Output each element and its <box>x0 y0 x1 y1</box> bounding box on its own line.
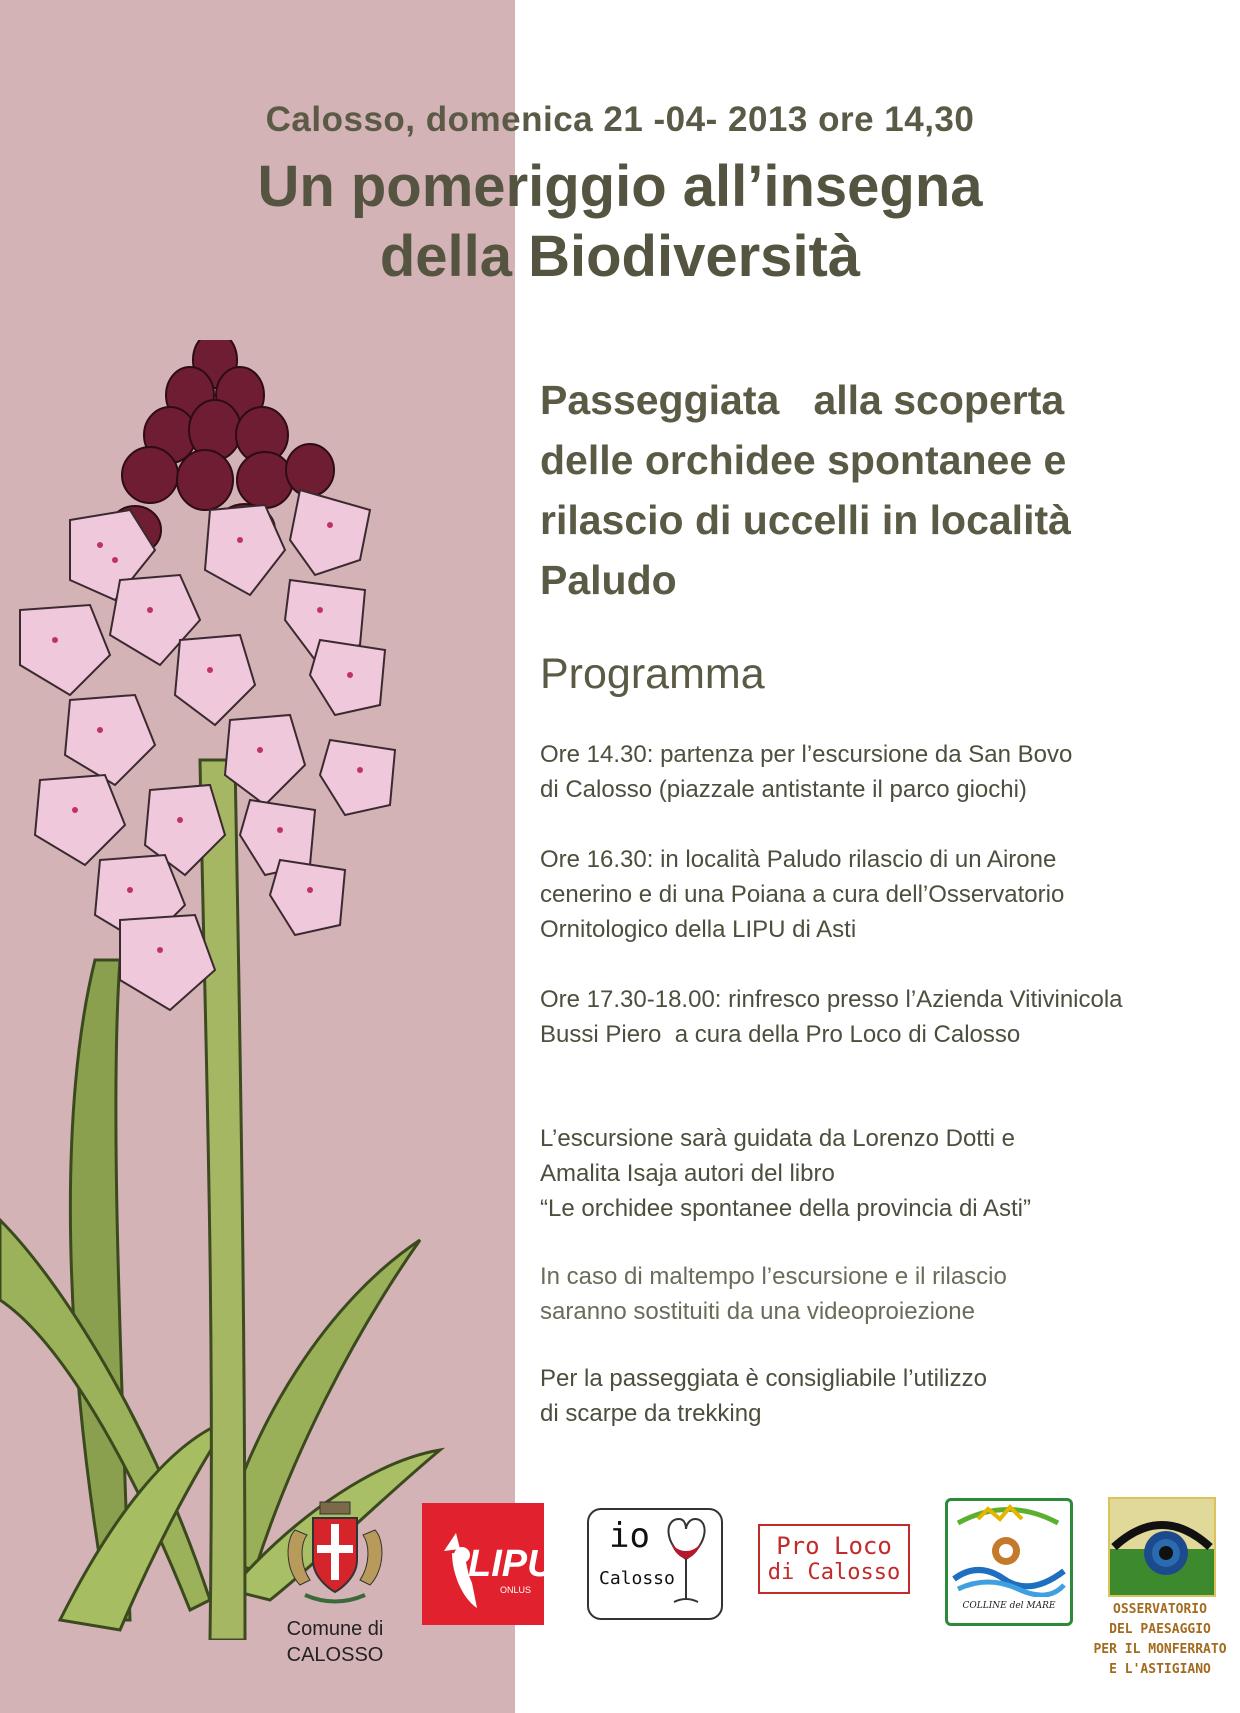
comune-crest-logo <box>285 1500 385 1610</box>
program-text: Ornitologico della LIPU di Asti <box>540 916 857 943</box>
program-item <box>540 982 1230 1052</box>
program-text: Ore 17.30-18.00: rinfresco presso l’Azienda Vitivinicola <box>540 986 1123 1013</box>
program-text: cenerino e di una Poiana a cura dell’Osservatorio <box>540 881 1065 908</box>
page-title <box>0 152 1240 292</box>
comune-label <box>270 1616 400 1668</box>
subtitle-line: delle orchidee spontanee e <box>540 437 1067 483</box>
title-line-1: Un pomeriggio all’insegna <box>257 154 983 219</box>
osserv-line: DEL PAESAGGIO <box>1109 1622 1211 1637</box>
program-text: Ore 14.30: partenza per l’escursione da San Bovo <box>540 741 1073 768</box>
osservatorio-label <box>1090 1600 1230 1680</box>
eye-icon <box>1110 1499 1214 1595</box>
note-text: Amalita Isaja autori del libro <box>540 1160 835 1187</box>
lipu-logo <box>422 1503 555 1625</box>
comune-line: CALOSSO <box>286 1644 384 1666</box>
heart-glass-icon <box>659 1514 714 1609</box>
lipu-sub-text: ONLUS <box>500 1585 532 1595</box>
guide-note <box>540 1121 1230 1226</box>
proloco-text: di Calosso <box>767 1560 901 1585</box>
program-text: Bussi Piero a cura della Pro Loco di Calosso <box>540 1021 1021 1048</box>
osserv-line: E L'ASTIGIANO <box>1109 1662 1211 1677</box>
colline-del-mare-logo <box>945 1498 1073 1626</box>
note-text: “Le orchidee spontanee della provincia di Asti” <box>540 1195 1031 1222</box>
note-text: Per la passeggiata è consigliabile l’utilizzo <box>540 1365 987 1392</box>
proloco-text: Pro Loco <box>776 1532 892 1560</box>
program-text: Ore 16.30: in località Paludo rilascio di un Airone <box>540 846 1057 873</box>
io-sub-text: Calosso <box>599 1568 675 1589</box>
comune-line: Comune di <box>286 1618 384 1640</box>
shoes-note <box>540 1361 1230 1431</box>
note-text: di scarpe da trekking <box>540 1400 762 1427</box>
program-item <box>540 842 1230 947</box>
colline-mare-icon <box>948 1501 1070 1597</box>
programma-heading: Programma <box>540 650 765 698</box>
osserv-line: PER IL MONFERRATO <box>1093 1642 1227 1657</box>
osservatorio-logo <box>1108 1497 1216 1597</box>
io-text: io <box>609 1516 650 1556</box>
lipu-text: LIPU <box>468 1543 555 1585</box>
note-text: L’escursione sarà guidata da Lorenzo Dotti e <box>540 1125 1015 1152</box>
io-calosso-logo <box>587 1508 723 1620</box>
program-item <box>540 737 1230 807</box>
subtitle-line: Passeggiata alla scoperta <box>540 377 1065 423</box>
osserv-line: OSSERVATORIO <box>1113 1602 1207 1617</box>
colline-text: COLLINE del MARE <box>962 1601 1056 1611</box>
orchid-illustration <box>0 340 515 1640</box>
subtitle-block <box>540 370 1230 610</box>
title-line-2: della Biodiversità <box>379 224 861 289</box>
note-text: saranno sostituiti da una videoproiezione <box>540 1298 975 1325</box>
weather-note <box>540 1259 1230 1329</box>
event-date: Calosso, domenica 21 -04- 2013 ore 14,30 <box>265 100 975 139</box>
program-text: di Calosso (piazzale antistante il parco giochi) <box>540 776 1027 803</box>
pro-loco-logo <box>758 1524 910 1594</box>
note-text: In caso di maltempo l’escursione e il rilascio <box>540 1263 1007 1290</box>
subtitle-line: rilascio di uccelli in località <box>540 497 1071 543</box>
orchid-stem <box>200 760 245 1640</box>
subtitle-line: Paludo <box>540 557 677 603</box>
